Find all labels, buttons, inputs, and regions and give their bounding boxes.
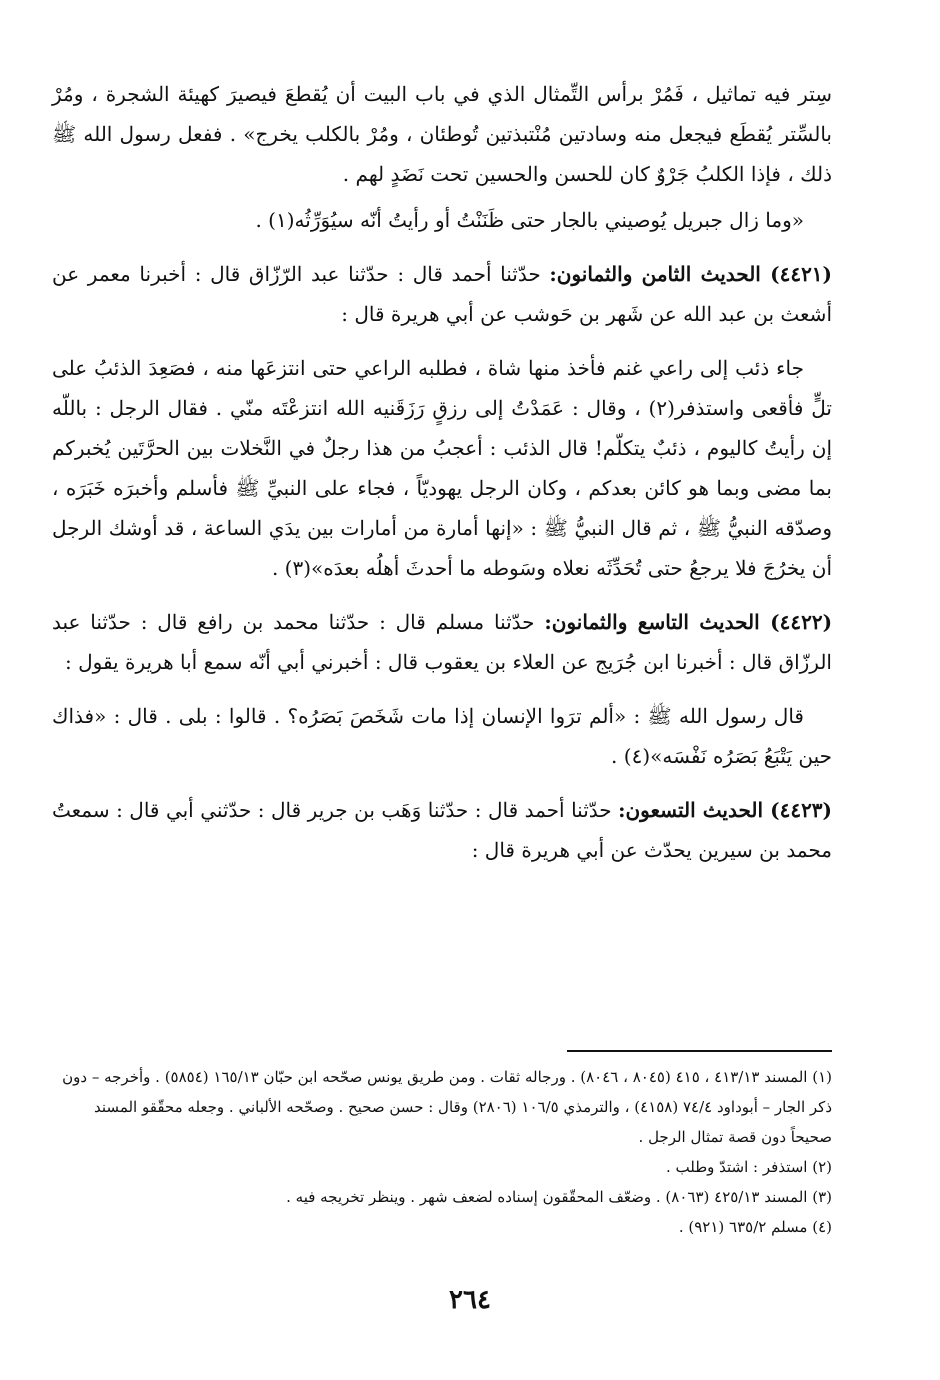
hadith-89-heading: (٤٤٢٢) الحديث التاسع والثمانون: [544,610,833,634]
hadith-89 [52,602,832,682]
footnote-4: (٤) مسلم ٦٣٥/٢ (٩٢١) . [678,1218,832,1236]
main-text [52,74,832,876]
hadith-90 [52,790,832,870]
hadith-88-isnad: حدّثنا أحمد قال : حدّثنا عبد الرّزّاق قال : أخبرنا معمر عن أشعث بن عبد الله عن شَهر بن حَوشب عن أبي هريرة قال : [52,262,832,326]
footnote-1: (١) المسند ٤١٣/١٣ ، ٤١٥ (٨٠٤٥ ، ٨٠٤٦) . ورجاله ثقات . ومن طريق يونس صحّحه ابن حبّان ١٦٥/١٣ (٥٨٥٤) . وأخرجه – دون ذكر الجار – أبوداود ٧٤/٤ (٤١٥٨) ، والترمذي ١٠٦/٥ (٢٨٠٦) وقال : حسن صحيح . وصحّحه الألباني . وجعله محقّقو المسند صحيحاً دون قصة تمثال الرجل . [62,1068,832,1146]
paragraph-2-text: «وما زال جبريل يُوصيني بالجار حتى ظَنَنْتُ أو رأيتُ أنّه سيُوَرِّثُه(١) . [255,208,804,232]
hadith-89-body-text: قال رسول الله ﷺ : «ألم ترَوا الإنسان إذا مات شَخَصَ بَصَرُه؟ . قالوا : بلى . قال : «فذاك حين يَتْبَعُ بَصَرُه نَفْسَه»(٤) . [52,704,832,768]
footnote-divider [567,1050,832,1052]
hadith-88 [52,254,832,334]
footnotes [52,1062,832,1242]
footnote-3: (٣) المسند ٤٢٥/١٣ (٨٠٦٣) . وضعّف المحقّقون إسناده لضعف شهر . وينظر تخريجه فيه . [286,1188,832,1206]
footnote-2: (٢) استذفر : اشتدّ وطلب . [665,1158,832,1176]
hadith-88-body-text: جاء ذئب إلى راعي غنم فأخذ منها شاة ، فطلبه الراعي حتى انتزعَها منه ، فصَعِدَ الذئبُ على تلٍّ فأقعى واستذفر(٢) ، وقال : عَمَدْتُ إلى رزقٍ رَزَقَنيه الله انتزعْتَه منّي . فقال الرجل : باللّه إن رأيتُ كاليوم ، ذئبٌ يتكلّم! قال الذئب : أعجبُ من هذا رجلٌ في النَّخلات بين الحرَّتَين يُخبركم بما مضى وبما هو كائن بعدكم ، وكان الرجل يهوديّاً ، فجاء على النبيِّ ﷺ فأسلم وأخبرَه خَبَرَه ، وصدّقه النبيُّ ﷺ ، ثم قال النبيُّ ﷺ : «إنها أمارة من أمارات بين يدَي الساعة ، قد أوشك الرجل أن يخرُجَ فلا يرجعُ حتى تُحَدِّثَه نعلاه وسَوطه ما أحدثَ أهلُه بعدَه»(٣) . [52,356,832,580]
hadith-90-heading: (٤٤٢٣) الحديث التسعون: [618,798,833,822]
hadith-90-isnad: حدّثنا أحمد قال : حدّثنا وَهَب بن جرير قال : حدّثني أبي قال : سمعتُ محمد بن سيرين يحدّث عن أبي هريرة قال : [52,798,832,862]
hadith-89-body [52,696,832,776]
hadith-88-heading: (٤٤٢١) الحديث الثامن والثمانون: [549,262,833,286]
paragraph-2 [52,200,832,240]
paragraph-1 [52,74,832,194]
page-number: ٢٦٤ [449,1285,491,1315]
paragraph-1-text: سِتر فيه تماثيل ، فَمُرْ برأس التِّمثال الذي في باب البيت أن يُقطعَ فيصيرَ كهيئة الشجرة ، ومُرْ بالسِّتر يُقطَع فيجعل منه وسادتين مُنْتبذتين تُوطئان ، ومُرْ بالكلب يخرج» . ففعل رسول الله ﷺ ذلك ، فإذا الكلبُ جَرْوٌ كان للحسن والحسين تحت نَضَدٍ لهم . [52,82,832,186]
hadith-89-isnad: حدّثنا مسلم قال : حدّثنا محمد بن رافع قال : حدّثنا عبد الرزّاق قال : أخبرنا ابن جُرَيج عن العلاء بن يعقوب قال : أخبرني أبي أنّه سمع أبا هريرة يقول : [52,610,832,674]
hadith-88-body [52,348,832,588]
